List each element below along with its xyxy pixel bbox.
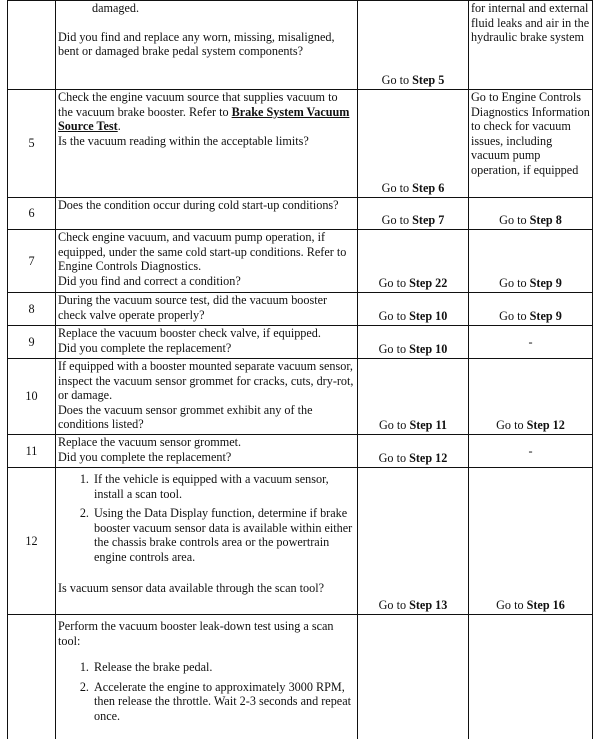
table-row xyxy=(8,90,593,198)
no-action-cell: Go to Step 9 xyxy=(469,293,593,326)
no-action-cell: Go to Step 16 xyxy=(469,468,593,615)
no-action-cell xyxy=(469,90,593,198)
step-number-cell xyxy=(8,615,56,739)
step-link[interactable]: Step 22 xyxy=(409,276,448,291)
question-cell xyxy=(56,435,358,468)
step-number-cell: 8 xyxy=(8,293,56,326)
diagnostic-steps-table xyxy=(7,0,593,739)
procedure-list xyxy=(58,472,355,565)
table-row xyxy=(8,230,593,293)
list-item: 2. Using the Data Display function, determine if brake booster vacuum sensor data is available within either the chassis brake controls area or the powertrain engine controls area. xyxy=(92,506,355,564)
step-number-cell: 9 xyxy=(8,326,56,359)
question-cell xyxy=(56,1,358,90)
step-link[interactable]: Step 12 xyxy=(409,451,448,466)
step-number-cell: 5 xyxy=(8,90,56,198)
no-action-cell xyxy=(469,435,593,468)
brake-vacuum-source-test-link[interactable]: Brake System Vacuum Source Test xyxy=(58,104,350,134)
step-link[interactable]: Step 7 xyxy=(412,213,445,228)
table-row xyxy=(8,326,593,359)
table-row xyxy=(8,435,593,468)
question-text: Replace the vacuum booster check valve, if equipped. xyxy=(58,326,321,340)
step-link[interactable]: Step 9 xyxy=(529,309,562,324)
no-action-text: for internal and external fluid leaks and air in the hydraulic brake system xyxy=(471,1,590,45)
table-row xyxy=(8,293,593,326)
question-cell xyxy=(56,359,358,435)
procedure-list xyxy=(58,660,355,723)
step-number-cell: 11 xyxy=(8,435,56,468)
step-link[interactable]: Step 11 xyxy=(409,418,448,433)
question-text: Is the vacuum reading within the acceptable limits? xyxy=(58,133,309,148)
table-row xyxy=(8,615,593,739)
yes-action-cell xyxy=(358,615,469,739)
no-action-dash: - xyxy=(528,334,533,349)
no-action-cell: Go to Step 9 xyxy=(469,230,593,293)
step-link[interactable]: Step 10 xyxy=(409,309,448,324)
table-row xyxy=(8,198,593,230)
yes-action-cell: Go to Step 10 xyxy=(358,326,469,359)
question-cell xyxy=(56,90,358,198)
table-row xyxy=(8,468,593,615)
step-number-cell: 12 xyxy=(8,468,56,615)
question-text: Is vacuum sensor data available through the scan tool? xyxy=(58,580,325,595)
question-cell: During the vacuum source test, did the vacuum booster check valve operate properly? xyxy=(56,293,358,326)
question-text: Does the vacuum sensor grommet exhibit any of the conditions listed? xyxy=(58,402,313,432)
question-text: Did you complete the replacement? xyxy=(58,449,232,464)
list-item: 1. Release the brake pedal. xyxy=(92,660,355,675)
yes-action-cell: Go to Step 6 xyxy=(358,90,469,198)
step-link[interactable]: Step 9 xyxy=(529,276,562,291)
question-text: If equipped with a booster mounted separate vacuum sensor, inspect the vacuum sensor grommet for cracks, cuts, dry-rot, or damage. xyxy=(58,359,354,403)
step-link[interactable]: Step 8 xyxy=(529,213,562,228)
table-row xyxy=(8,1,593,90)
no-action-cell xyxy=(469,326,593,359)
step-link[interactable]: Step 16 xyxy=(526,598,565,613)
step-number-cell: 10 xyxy=(8,359,56,435)
yes-action-cell: Go to Step 7 xyxy=(358,198,469,230)
no-action-dash: - xyxy=(528,443,533,458)
no-action-cell xyxy=(469,1,593,90)
list-item: 2. Accelerate the engine to approximately 3000 RPM, then release the throttle. Wait 2-3 seconds and repeat once. xyxy=(92,680,355,724)
question-cell xyxy=(56,230,358,293)
question-cell xyxy=(56,468,358,615)
question-text: Did you find and replace any worn, missing, misaligned, bent or damaged brake pedal system components? xyxy=(58,29,335,59)
question-text: Replace the vacuum sensor grommet. xyxy=(58,435,242,449)
step-link[interactable]: Step 10 xyxy=(409,342,448,357)
yes-action-cell: Go to Step 13 xyxy=(358,468,469,615)
question-text: Did you find and correct a condition? xyxy=(58,273,241,288)
question-text: Check engine vacuum, and vacuum pump operation, if equipped, under the same cold start-up conditions. Refer to Engine Controls Diagnostics. xyxy=(58,230,347,274)
no-action-cell xyxy=(469,615,593,739)
step-number-cell: 7 xyxy=(8,230,56,293)
question-text: Perform the vacuum booster leak-down test using a scan tool: xyxy=(58,619,334,648)
yes-action-cell: Go to Step 5 xyxy=(358,1,469,90)
yes-action-cell: Go to Step 10 xyxy=(358,293,469,326)
no-action-cell: Go to Step 12 xyxy=(469,359,593,435)
question-cell xyxy=(56,326,358,359)
no-action-cell: Go to Step 8 xyxy=(469,198,593,230)
table-row xyxy=(8,359,593,435)
yes-action-cell: Go to Step 12 xyxy=(358,435,469,468)
no-action-text: Go to Engine Controls Diagnostics Information to check for vacuum issues, including vacuum pump operation, if equipped xyxy=(471,90,590,177)
step-number-cell: 6 xyxy=(8,198,56,230)
step-link[interactable]: Step 5 xyxy=(412,73,445,88)
step-link[interactable]: Step 12 xyxy=(526,418,565,433)
step-link[interactable]: Step 13 xyxy=(409,598,448,613)
yes-action-cell: Go to Step 22 xyxy=(358,230,469,293)
question-text: Did you complete the replacement? xyxy=(58,340,232,355)
question-cell xyxy=(56,615,358,739)
yes-action-cell: Go to Step 11 xyxy=(358,359,469,435)
question-cell: Does the condition occur during cold start-up conditions? xyxy=(56,198,358,230)
list-item: 1. If the vehicle is equipped with a vacuum sensor, install a scan tool. xyxy=(92,472,355,501)
question-text: Check the engine vacuum source that supplies vacuum to the vacuum brake booster. Refer to Brake System Vacuum Source Test. xyxy=(58,90,350,134)
step-link[interactable]: Step 6 xyxy=(412,181,445,196)
question-text: damaged. xyxy=(92,1,140,15)
step-number-cell xyxy=(8,1,56,90)
